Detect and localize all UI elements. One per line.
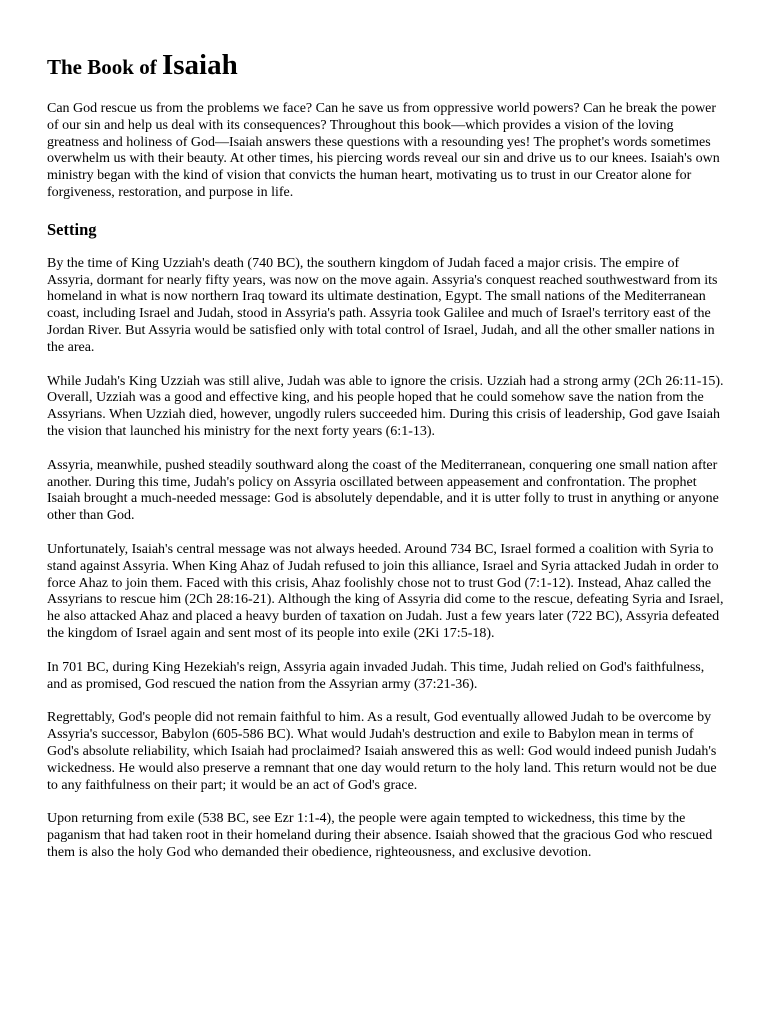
title-prefix: The Book of [47, 55, 162, 79]
setting-paragraph-3: Assyria, meanwhile, pushed steadily southward along the coast of the Mediterranean, conquering one small nation after another. During this time, Judah's policy on Assyria oscillated between appeasement and confrontation. The prophet Isaiah brought a much-needed message: God is absolutely dependable, and it is utter folly to trust in anything or anyone other than God. [47, 457, 719, 524]
setting-paragraph-4: Unfortunately, Isaiah's central message was not always heeded. Around 734 BC, Israel formed a coalition with Syria to stand against Assyria. When King Ahaz of Judah refused to join this alliance, Israel and Syria attacked Judah in order to force Ahaz to join them. Faced with this crisis, Ahaz foolishly chose not to trust God (7:1-12). Instead, Ahaz called the Assyrians to rescue him (2Ch 28:16-21). Although the king of Assyria did come to the rescue, defeating Syria and Israel, he also attacked Ahaz and placed a heavy burden of taxation on Judah. Just a few years later (722 BC), Assyria defeated the kingdom of Israel again and sent most of its people into exile (2Ki 17:5-18). [47, 541, 724, 641]
section-heading-setting: Setting [47, 219, 97, 239]
setting-paragraph-7: Upon returning from exile (538 BC, see Ezr 1:1-4), the people were again tempted to wickedness, this time by the paganism that had taken root in their homeland during their absence. Isaiah showed that the gracious God who rescued them is also the holy God who demanded their obedience, righteousness, and exclusive devotion. [47, 811, 713, 860]
intro-paragraph: Can God rescue us from the problems we face? Can he save us from oppressive world powers? Can he break the power of our sin and help us deal with its consequences? Throughout this book—which provides a vision of the loving greatness and holiness of God—Isaiah answers these questions with a resounding yes! The prophet's words sometimes overwhelm us with their beauty. At other times, his piercing words reveal our sin and drive us to our knees. Isaiah's own ministry began with the kind of vision that convicts the human heart, motivating us to trust in our Creator alone for forgiveness, restoration, and purpose in life. [47, 101, 720, 200]
setting-paragraph-5: In 701 BC, during King Hezekiah's reign, Assyria again invaded Judah. This time, Judah relied on God's faithfulness, and as promised, God rescued the nation from the Assyrian army (37:21-36). [47, 659, 705, 692]
setting-paragraph-6: Regrettably, God's people did not remain faithful to him. As a result, God eventually allowed Judah to be overcome by Assyria's successor, Babylon (605-586 BC). What would Judah's destruction and exile to Babylon mean in terms of God's absolute reliability, which Isaiah had proclaimed? Isaiah answered this as well: God would indeed punish Judah's wickedness. He would also preserve a remnant that one day would return to the holy land. This return would not be due to any faithfulness on their part; it would be an act of God's grace. [47, 710, 717, 793]
title-main: Isaiah [161, 49, 238, 81]
setting-paragraph-2: While Judah's King Uzziah was still alive, Judah was able to ignore the crisis. Uzziah had a strong army (2Ch 26:11-15). Overall, Uzziah was a good and effective king, and his people hoped that he could somehow save the nation from the Assyrians. When Uzziah died, however, ungodly rulers succeeded him. During this crisis of leadership, God gave Isaiah the vision that launched his ministry for the next forty years (6:1-13). [47, 373, 724, 439]
page-title [47, 44, 727, 86]
setting-paragraph-1: By the time of King Uzziah's death (740 BC), the southern kingdom of Judah faced a major crisis. The empire of Assyria, dormant for nearly fifty years, was now on the move again. Assyria's conquest reached southwestward from its homeland in what is now northern Iraq toward its ultimate destination, Egypt. The small nations of the Mediterranean coast, including Israel and Judah, stood in Assyria's path. Assyria took Galilee and much of Israel's territory east of the Jordan River. But Assyria would be satisfied only with total control of Israel, Judah, and all the other smaller nations in the area. [47, 255, 718, 355]
document-page [47, 44, 727, 879]
